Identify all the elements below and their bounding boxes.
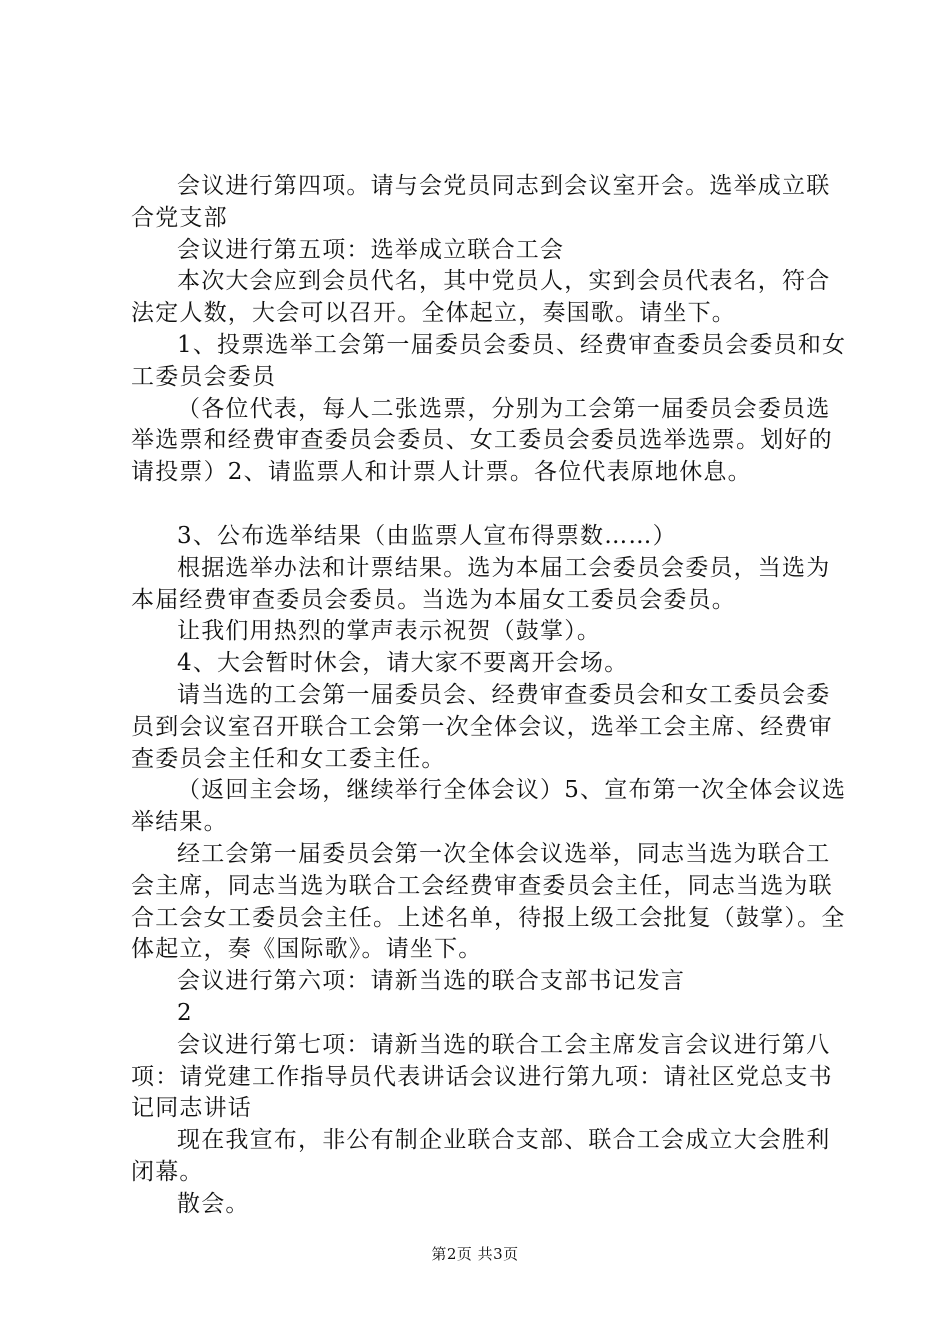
- paragraph-step-5: （返回主会场，继续举行全体会议）5、宣布第一次全体会议选举结果。: [131, 777, 847, 836]
- paragraph-items-7-9: 会议进行第七项：请新当选的联合工会主席发言会议进行第八项：请党建工作指导员代表讲话会议进行第九项：请社区党总支书记同志讲话: [131, 1031, 833, 1122]
- paragraph-applause: 让我们用热烈的掌声表示祝贺（鼓掌）。: [177, 618, 602, 645]
- paragraph-closing: 现在我宣布，非公有制企业联合支部、联合工会成立大会胜利闭幕。: [131, 1127, 831, 1185]
- paragraph-item-4: 会议进行第四项。请与会党员同志到会议室开会。选举成立联合党支部: [131, 173, 831, 231]
- paragraph-gap: [131, 489, 851, 521]
- paragraph-first-meeting: 请当选的工会第一届委员会、经费审查委员会和女工委员会委员到会议室召开联合工会第一次全体会议，选举工会主席、经费审查委员会主任和女工委主任。: [131, 681, 833, 772]
- paragraph-ballot-note: （各位代表，每人二张选票，分别为工会第一届委员会委员选举选票和经费审查委员会委员、女工委员会委员选举选票。划好的请投票）2、请监票人和计票人计票。各位代表原地休息。: [131, 395, 833, 486]
- paragraph-results: 根据选举办法和计票结果。选为本届工会委员会委员，当选为本届经费审查委员会委员。当选为本届女工委员会委员。: [131, 554, 831, 613]
- document-body: [131, 171, 851, 1221]
- paragraph-attendance: 本次大会应到会员代名，其中党员人，实到会员代表名，符合法定人数，大会可以召开。全体起立，奏国歌。请坐下。: [131, 268, 831, 327]
- paragraph-election-outcome: 经工会第一届委员会第一次全体会议选举，同志当选为联合工会主席，同志当选为联合工会经费审查委员会主任，同志当选为联合工会女工委员会主任。上述名单，待报上级工会批复（鼓掌）。全体起立，奏《国际歌》。请坐下。: [131, 840, 846, 963]
- paragraph-item-6: 会议进行第六项：请新当选的联合支部书记发言: [177, 968, 686, 995]
- paragraph-step-1: 1、投票选举工会第一届委员会委员、经费审查委员会委员和女工委员会委员: [131, 331, 847, 390]
- page-footer: 第2页 共3页: [431, 1245, 519, 1263]
- paragraph-step-4: 4、大会暂时休会，请大家不要离开会场。: [177, 650, 629, 677]
- paragraph-item-5: 会议进行第五项：选举成立联合工会: [177, 236, 565, 263]
- paragraph-number: 2: [177, 999, 193, 1026]
- paragraph-step-3: 3、公布选举结果（由监票人宣布得票数……）: [177, 522, 677, 549]
- paragraph-adjourn: 散会。: [177, 1190, 250, 1217]
